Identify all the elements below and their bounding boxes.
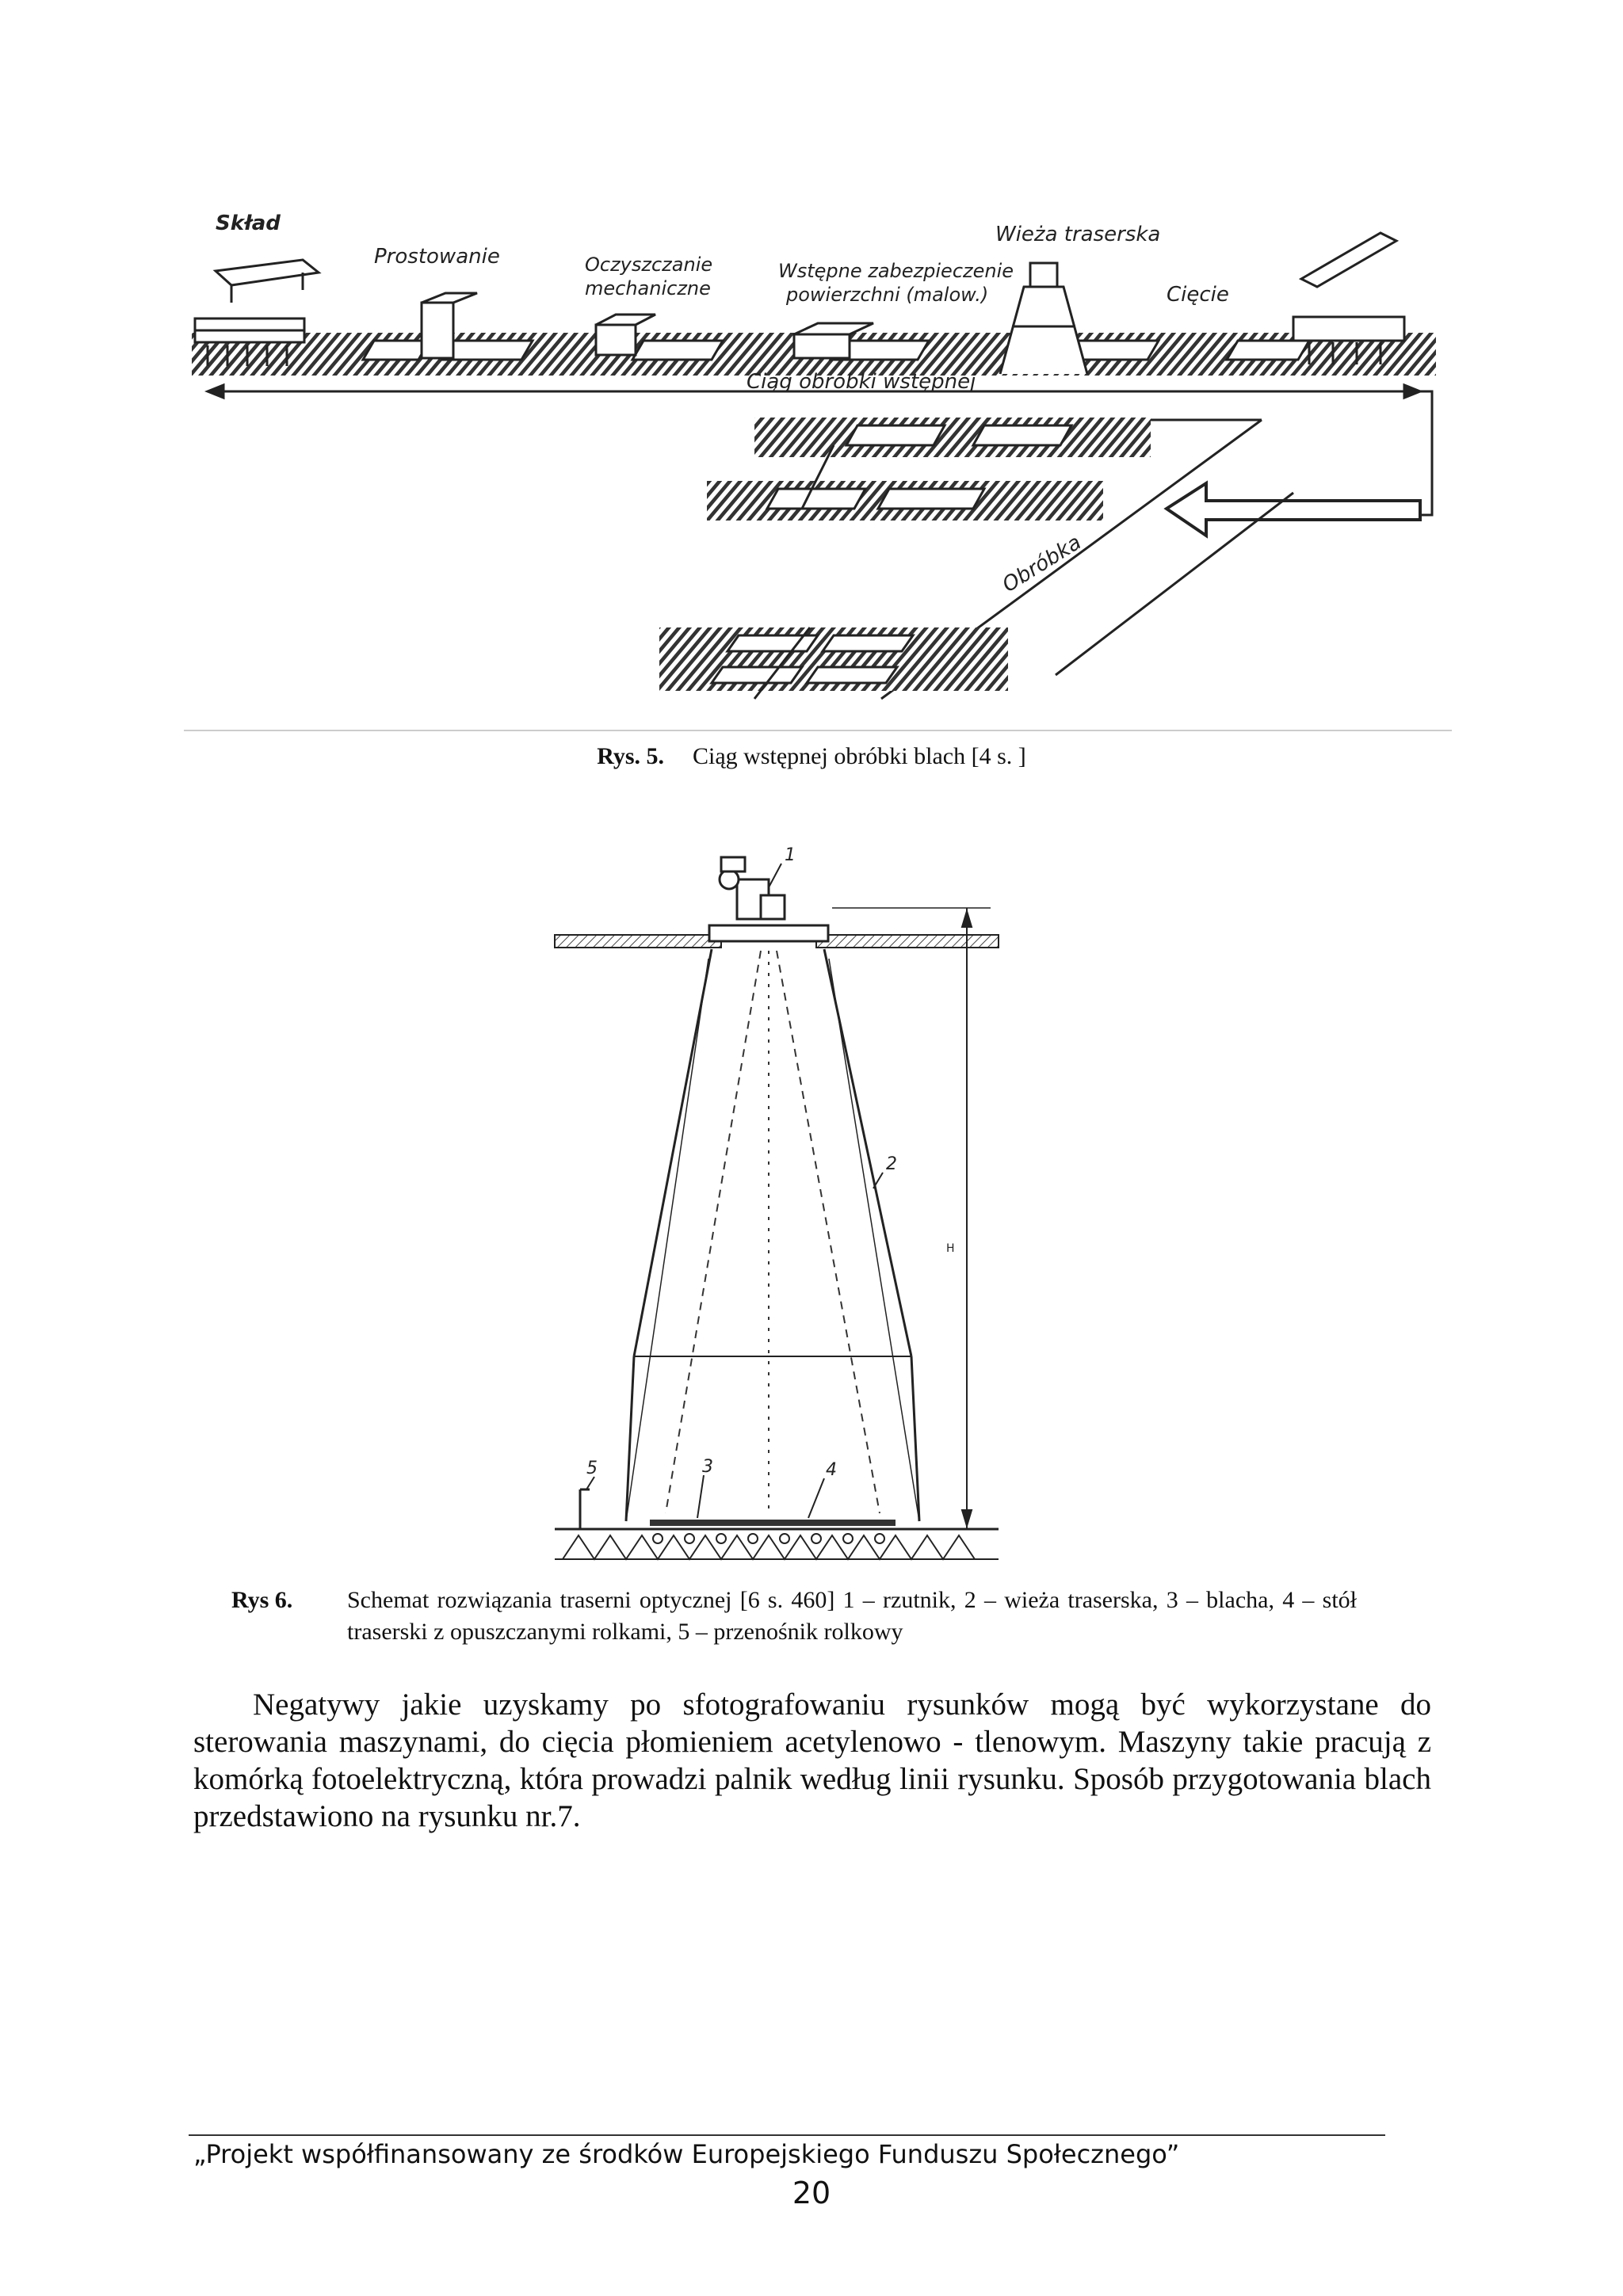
steel-sheet: [650, 1520, 896, 1526]
roller-conveyor-base: [555, 1529, 999, 1559]
projector: [709, 857, 828, 941]
callout-2: 2: [886, 1154, 897, 1174]
figure-5-process-line: [184, 184, 1452, 732]
figure-6-caption-text: Schemat rozwiązania traserni optycznej [6 s. 460] 1 – rzutnik, 2 – wieża traserska, 3 – blacha, 4 – stół traserski z opuszczanymi rolkami, 5 – przenośnik rolkowy: [347, 1587, 1357, 1645]
roller-post-5: [580, 1489, 590, 1529]
svg-text:H: H: [946, 1242, 955, 1255]
label-oczyszczanie-1: Oczyszczanie: [585, 254, 713, 276]
label-wstepne-2: powierzchni (malow.): [786, 284, 989, 306]
tower-frame: [626, 949, 919, 1521]
figure-6-optical-tower: [547, 832, 1006, 1585]
height-dimension: [832, 908, 991, 1529]
callout-3: 3: [702, 1457, 713, 1477]
label-obrobka: Obróbka: [998, 530, 1086, 597]
label-ciecie: Cięcie: [1167, 283, 1229, 307]
figure-6-caption-label: Rys 6.: [231, 1587, 293, 1613]
callout-1: 1: [785, 845, 796, 865]
page-number: 20: [792, 2176, 831, 2210]
label-prostowanie: Prostowanie: [374, 245, 500, 269]
processing-table-upper: [754, 418, 1151, 457]
footer-project-text: „Projekt współfinansowany ze środków Europejskiego Funduszu Społecznego”: [193, 2139, 1180, 2169]
callout-5: 5: [586, 1459, 598, 1478]
body-paragraph: Negatywy jakie uzyskamy po sfotografowaniu rysunków mogą być wykorzystane do sterowania maszynami, do cięcia płomieniem acetylenowo - tlenowym. Maszyny takie pracują z komórką fotoelektryczną, która prowadzi palnik według linii rysunku. Sposób przygotowania blach przedstawiono na rysunku nr.7.: [193, 1688, 1431, 1833]
label-wieza: Wieża traserska: [995, 223, 1161, 246]
footer-rule: [189, 2134, 1385, 2136]
label-ciag: Ciąg obróbki wstępnej: [747, 370, 976, 394]
return-arrow: [1167, 483, 1420, 536]
figure-5-caption: [0, 743, 1623, 770]
figure-5-caption-text: Ciąg wstępnej obróbki blach [4 s. ]: [693, 743, 1026, 769]
label-oczyszczanie-2: mechaniczne: [585, 277, 711, 299]
upper-floor-left: [555, 935, 721, 948]
figure-6-caption: [231, 1585, 1357, 1648]
label-wstepne-1: Wstępne zabezpieczenie: [778, 260, 1014, 282]
figure-5-caption-label: Rys. 5.: [597, 743, 665, 769]
upper-floor-right: [816, 935, 999, 948]
callout-4: 4: [826, 1460, 837, 1480]
label-sklad: Skład: [216, 212, 281, 235]
